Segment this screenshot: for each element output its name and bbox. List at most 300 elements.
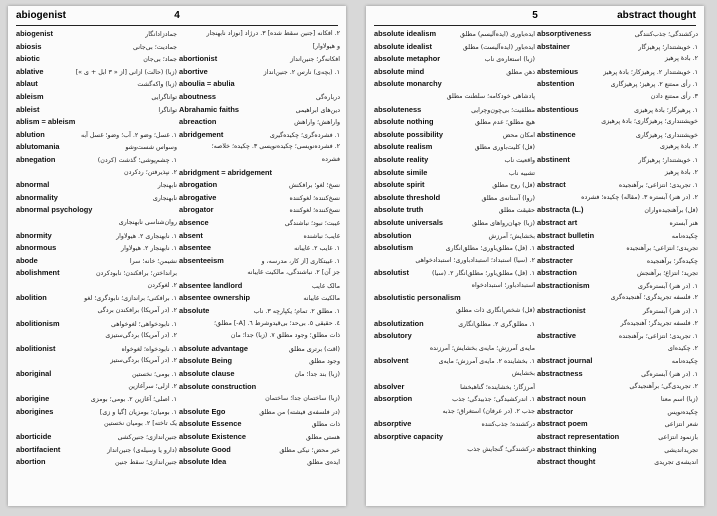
dictionary-entry [537,41,698,54]
dictionary-entry [179,91,340,104]
definition: ٢. افکانه [جنین سقط شده] ٣. درژاد [نوزاد نابهنجار [206,30,340,37]
dictionary-entry [537,66,698,79]
dictionary-entry [537,368,698,381]
headword: abstinence [537,129,576,139]
dictionary-entry [374,444,535,457]
dictionary-entry [537,431,698,444]
dictionary-entry [537,179,698,192]
headword: abortionist [179,54,218,64]
definition: ٢. (در هنر) آبستره ٣. (مقاله) چکیده؛ فشرده [581,193,698,201]
definition: جمادزادانگار [145,31,177,38]
dictionary-entry [179,456,340,469]
definition: (زبا) ساختمان جدا؛ ساختمان [265,395,340,403]
dictionary-entry [179,41,340,54]
dictionary-entry [179,154,340,167]
dictionary-entry [16,230,177,243]
headword: abstractive [537,331,577,341]
definition: مایه‌ی آمرزش؛ مایه‌ی بخشایش؛ آمرزنده [429,344,535,352]
definition: (روا) آستانه‌ی مطلق [481,194,535,202]
headword: abstraction [537,268,577,278]
definition: ١. فشرده‌گری؛ چکیده‌گیری [269,131,340,139]
definition: ٢. ازلی؛ سرآغازین [128,382,177,390]
definition: ٢. بادهٔ پرهیز [664,55,698,63]
dictionary-entry [16,330,177,343]
dictionary-entry [16,192,177,205]
definition: جماد؛ بی‌جان [143,56,177,64]
dictionary-entry [537,280,698,293]
definition: واراهش؛ واراهش [294,119,340,127]
definition: ١. پرهیزگار؛ بادهٔ پرهیزی [634,106,698,114]
dictionary-entry [179,431,340,444]
dictionary-entry [537,355,698,368]
dictionary-entry [179,255,340,268]
definition: تجریداندیشی [664,446,698,454]
dictionary-entry [16,217,177,230]
headword: absolute Essence [179,419,242,429]
dictionary-entry [374,292,535,305]
dictionary-entry [16,292,177,305]
definition: ٢. فلسفه تجریدگر؛ آهنجیده‌گر [620,319,698,327]
headword: absolutistic personalism [374,293,461,303]
dictionary-entry [179,292,340,305]
definition: ١. برافکنی؛ براندازی؛ نابودگری؛ لغو [84,295,177,303]
dictionary-entry [374,217,535,230]
definition: خویشتنداری؛ پرهیزگاری؛ بادهٔ پرهیزی [601,118,698,126]
definition: وجود مطلق [309,358,340,366]
definition: (فل) کلیت‌باوری مطلق [474,144,535,152]
definition: چکیده‌نویس [667,408,698,416]
headword: abnormal psychology [16,205,93,215]
dictionary-entry [374,28,535,41]
headword: aborticide [16,432,52,441]
dictionary-entry [16,393,177,406]
definition: پادشاهی خودکامه؛ سلطنت مطلق [446,92,535,100]
headword: abrogation [179,180,218,190]
headword: abstractionist [537,306,586,316]
definition: نسخ؛ لغو؛ برافکنش [288,182,340,190]
definition: هنر آبستره [669,219,698,227]
headword: abridgement [179,129,224,139]
definition: ذات مطلق؛ وجود مطلق ٧. (زبا) جدا؛ مان [230,332,340,340]
dictionary-entry [179,267,340,280]
headword: absolver [374,381,405,391]
definition: امکان محض [502,131,535,139]
dictionary-entry [374,204,535,217]
definition: ١. (در هنر) آبستره‌گر [642,308,698,316]
definition: درباره‌گی [315,93,340,101]
dictionary-entry [374,230,535,243]
headword: abnormous [16,243,57,253]
dictionary-entry [374,116,535,129]
definition: (فل) روح مطلق [492,182,535,190]
definition: و هیولاوار] [312,42,340,50]
headword: absolution [374,230,412,240]
definition: درکشنده؛ جذب‌کننده [481,421,535,429]
headword: abstractness [537,369,583,379]
headword: absentee landlord [179,280,243,290]
definition: آمرزگار؛ بخشاینده؛ گناهبخشا [460,383,535,391]
headword: absorptive [374,419,412,429]
dictionary-entry [374,167,535,180]
headword: absolute monarchy [374,79,442,89]
dictionary-entry [374,41,535,54]
dictionary-entry [16,167,177,180]
definition: (اقت) برتری مطلق [288,345,340,353]
definition: ٣. رأی ممتنع دادن [650,92,698,100]
headword: abode [16,255,38,265]
headword: abortifacient [16,444,61,454]
definition: (زبا) بند جدا؛ مان [294,371,340,379]
dictionary-entry [16,179,177,192]
definition: ١. بخشاینده ٢. مایه‌ی آمرزش؛ مایه‌ی [438,358,535,366]
headword: abnormity [16,230,52,240]
dictionary-entry [179,192,340,205]
dictionary-entry [16,368,177,381]
definition: ٢. فشرده‌نویسی؛ چکیده‌نویسی ٣. چکیده؛ خلاصه؛ [211,143,340,151]
headword: absentee ownership [179,293,251,303]
page-number: 4 [174,10,180,21]
definition: ٢. (در آمریکا) برافکندن بردگی [97,307,177,315]
headword: ablutomania [16,142,60,152]
definition: نسخ‌کننده؛ لغوکننده [289,194,340,202]
headword: abridgment = abridgement [179,167,273,177]
definition: ایده‌باوری (ایده‌آلیسم) مطلق [459,31,535,38]
definition: (در فلسفه‌ی فیشته) من مطلق [259,408,340,416]
headword: absolute nothing [374,117,434,127]
headword: absolute Being [179,356,232,366]
dictionary-entry [374,381,535,394]
headword: ablaut [16,79,38,89]
definition: ١. مطلق‌گری ٢. مطلق‌انگاری [458,320,535,328]
headword: abstract art [537,217,578,227]
definition: ١. نابهنجار ٢. هیولاوار [121,245,177,253]
headword: absolute Idea [179,457,227,467]
definition: شعر انتزاعی [664,421,698,429]
definition: ١. تجریدی؛ انتزاعی؛ برآهنجیده [618,182,698,190]
definition: ١. خویشتندار؛ پرهیزگار [638,156,698,164]
dictionary-entry [16,104,177,117]
headword: absolute Ego [179,406,226,416]
dictionary-entry [374,355,535,368]
dictionary-entry [179,104,340,117]
definition: جنین‌اندازی؛ جنین‌کشی [117,434,177,441]
dictionary-entry [16,141,177,154]
definition: فشرده [321,155,340,163]
dictionary-entry [374,343,535,356]
headword: aboriginal [16,369,52,379]
definition: اندیشه‌ی تجریدی [654,459,698,467]
headword: absolute metaphor [374,54,441,64]
definition: ١. تجریدی؛ انتزاعی؛ برآهنجنده [618,333,698,341]
definition: (زبا) جهان‌روا‌های مطلق [472,219,535,227]
headword: absolutization [374,318,424,328]
definition: دین‌های ابراهیمی [295,106,340,114]
headword: abstract poem [537,419,588,429]
dictionary-entry [16,28,177,41]
dictionary-entry [16,456,177,469]
definition: چکیده‌نامه [671,358,698,366]
headword: Abrahamic faiths [179,104,239,114]
definition: ٢. (در آمریکا) بردگی‌ستیزی [105,332,177,340]
definition: ١. نابهنجاری ٢. هیولاوار [116,232,177,240]
dictionary-entry [537,242,698,255]
headword: abrogator [179,205,214,215]
headword: abrogative [179,192,217,202]
dictionary-entry [374,431,535,444]
dictionary-entry [179,343,340,356]
dictionary-entry [537,230,698,243]
definition: ١. اصلی؛ آغازین ٢. بومی؛ بومزی [90,396,177,404]
definition: ٢. نپذیرفتن؛ ردکردن [123,168,177,176]
definition: جمادیت؛ بی‌جانی [132,43,177,51]
headword: absolute possibility [374,129,443,139]
headword: absolute spirit [374,180,425,190]
dictionary-entry [537,393,698,406]
dictionary-entry [179,318,340,331]
dictionary-entry [374,242,535,255]
definition: هیچ مطلق؛ عدم مطلق [474,119,535,127]
definition: (زبا) استعاره‌ی ناب [484,56,535,64]
definition: ١. غایب ٢. غایبانه [294,245,340,253]
headword: absolute mind [374,66,425,76]
definition: غیبت؛ نبود؛ نباشندگی [284,219,340,227]
dictionary-entry [179,393,340,406]
definition: ١. (فل) مطلق‌باور؛ مطلق‌انگار ٢. (سیا) [432,270,535,278]
definition: تجرید؛ انتزاع؛ برآهنجش [636,270,698,278]
headword: abstract [537,180,566,190]
definition: (زبا) (حالت) ازانی [از « ٣ ابل + ى »] [75,68,177,76]
dictionary-entry [16,255,177,268]
headword: abnormality [16,192,58,202]
dictionary-entry [374,368,535,381]
dictionary-entry [374,393,535,406]
header-rule [374,25,696,26]
headword: abstract bulletin [537,230,595,240]
headword: abnormal [16,180,50,190]
headword: ableism [16,91,44,101]
definition: استبدادباور؛ استبدادخواه [471,281,535,289]
headword: abstractionism [537,280,590,290]
dictionary-entry [179,204,340,217]
dictionary-entry [374,179,535,192]
dictionary-entry [16,431,177,444]
headword: absolute simile [374,167,428,177]
headword: abstracter [537,255,573,265]
headword: abstract thinking [537,444,597,454]
dictionary-entry [374,318,535,331]
dictionary-entry [537,456,698,469]
dictionary-entry [537,267,698,280]
headword: absolutism [374,243,414,253]
dictionary-entry [374,141,535,154]
dictionary-entry [374,154,535,167]
definition: جذب ٢. (در عرفان) استغراق؛ جذبه [442,407,535,415]
dictionary-entry [16,355,177,368]
dictionary-entry [179,217,340,230]
definition: ٢. (در آمریکا) بردگی‌ستیز [110,357,177,365]
definition: بخشایش؛ آمرزش [488,232,535,240]
definition: تشبیه ناب [508,169,535,177]
headword: abstract noun [537,394,586,404]
definition: ١. (در هنر) آبستره‌گی [641,371,698,379]
definition: ٢. (سیا) استبداد؛ استبدادباوری؛ استبدادخواهی [415,256,535,264]
dictionary-entry [179,179,340,192]
headword: absolute realism [374,142,433,152]
dictionary-entry [16,305,177,318]
definition: ١. مطلق ٢. تمام؛ یکپارچه ٣. ناب [253,308,340,316]
dictionary-entry [179,78,340,91]
dictionary-entry [537,104,698,117]
dictionary-entry [179,116,340,129]
dictionary-entry [537,255,698,268]
dictionary-entry [179,66,340,79]
definition: ٢. چکیده‌ای [668,344,698,352]
dictionary-entry [374,91,535,104]
headword: ablative [16,66,44,76]
headword: absorptive capacity [374,432,444,441]
dictionary-entry [179,167,340,180]
dictionary-entry [16,53,177,66]
headword: abstentious [537,104,579,114]
definition: (زبا) اسم معنا [660,396,698,404]
headword: absorptiveness [537,29,592,38]
definition: مالکیت غایبانه [303,295,340,303]
definition: برانداختن؛ برافکندن؛ نابودکردن [95,270,177,278]
headword: aboutness [179,91,216,101]
dictionary-entry [537,418,698,431]
dictionary-entry [537,129,698,142]
headword: absolute advantage [179,343,248,353]
headword: abolishment [16,268,60,278]
dictionary-entry [374,406,535,419]
headword: abstractor [537,406,574,416]
headword: absolute truth [374,205,424,215]
header-guide-word: abiogenist [16,10,67,21]
dictionary-entry [179,305,340,318]
headword: absoluteness [374,104,422,114]
dictionary-entry [374,53,535,66]
headword: absenteeism [179,255,224,265]
dictionary-entry [374,267,535,280]
definition: ١. غیبتکاری [از کار، مدرسه، و [261,257,340,265]
dictionary-entry [537,381,698,394]
dictionary-entry [16,444,177,457]
definition: درکشندگی؛ جذب‌کنندگی [634,31,698,38]
dictionary-entry [374,255,535,268]
definition: ذهن مطلق [506,68,535,76]
headword: abstracta (L.) [537,205,584,215]
definition: توانا‌گرایی [151,93,177,101]
headword: absence [179,217,209,227]
definition: نشیمن؛ خانه؛ سرا [129,257,177,265]
definition: بازنمود انتزاعی [658,434,698,441]
headword: ablism = ableism [16,117,76,127]
definition: مالک غایب [312,282,340,290]
headword: absolute Existence [179,432,246,441]
definition: مطلقیت؛ بی‌چون‌وچرایی [471,106,535,114]
dictionary-entry [16,91,177,104]
definition: ٢. تجریدی‌گی؛ برآهنجیدگی [629,382,698,390]
definition: ٢. بادهٔ پرهیز [664,168,698,176]
headword: abstract journal [537,356,593,366]
dictionary-entry [537,53,698,66]
definition: ١. نابودخواه؛ لغوخواه [121,345,177,353]
definition: ١. (بچه‌ی) نارس ٢. جنین‌انداز [263,68,340,76]
dictionary-entry [179,381,340,394]
dictionary-entry [16,267,177,280]
dictionary-entry [537,78,698,91]
headword: absent [179,230,203,240]
headword: aboulia = abulia [179,79,235,89]
dictionary-entry [374,330,535,343]
headword: abreaction [179,117,217,127]
definition: ایده‌باور (ایده‌آلیست) مطلق [462,43,535,51]
definition: ٢. فلسفه تجریدگری؛ آهنجیده‌گری [610,294,698,302]
headword: aborigine [16,394,50,404]
definition: جنین‌اندازی؛ سقط جنین [115,459,177,467]
dictionary-entry [179,242,340,255]
definition: افکانه‌گر؛ جنین‌انداز [290,56,340,64]
headword: absolute construction [179,381,257,391]
dictionary-entry [179,444,340,457]
headword: ablution [16,129,45,139]
headword: abstract thought [537,457,596,467]
definition: (دارو یا وسیله‌ی) جنین‌انداز [107,446,177,454]
headword: abstention [537,79,575,89]
definition: وسواس شست‌وشو [125,144,177,152]
definition: درکشندگی؛ گنجایش جذب [467,445,535,453]
definition: چکیده‌گر؛ برآهنجیده [646,257,698,265]
headword: absolute reality [374,154,429,164]
page-header [374,10,696,24]
dictionary-entry [179,355,340,368]
dictionary-entry [179,230,340,243]
definition: بخشایش [511,370,535,378]
headword: abstinent [537,154,570,164]
headword: abolitionist [16,343,56,353]
definition: ذات مطلق [311,421,340,429]
dictionary-entry [16,318,177,331]
dictionary-entry [179,28,340,41]
dictionary-entry [374,305,535,318]
page-number: 5 [532,10,538,21]
header-rule [16,25,338,26]
definition: نسخ‌کننده؛ لغوکننده [289,207,340,215]
dictionary-entry [179,280,340,293]
headword: absolutory [374,331,412,341]
definition: خویشتنداری؛ پرهیزگاری [635,131,698,139]
definition: تجریدی؛ انتزاعی؛ برآهنجیده [626,245,698,253]
dictionary-entry [16,280,177,293]
dictionary-entry [537,28,698,41]
definition: (فل) برآهنجیده‌واران [644,207,698,215]
dictionary-entry [179,141,340,154]
dictionary-entry [16,343,177,356]
dictionary-entry [537,154,698,167]
dictionary-entry [179,418,340,431]
headword: absolute clause [179,369,235,379]
dictionary-entry [16,418,177,431]
definition: حقیقت مطلق [498,207,535,215]
dictionary-entry [16,242,177,255]
headword: ableist [16,104,40,114]
definition: روان‌شناسی نابهنجاری [118,218,177,226]
headword: absolute idealism [374,29,437,38]
definition: ١. چشم‌پوشی؛ گذشت (کردن) [97,156,177,164]
definition: ٢. بادهٔ پرهیزی [659,143,698,151]
headword: absolute Good [179,444,231,454]
dictionary-entry [374,129,535,142]
